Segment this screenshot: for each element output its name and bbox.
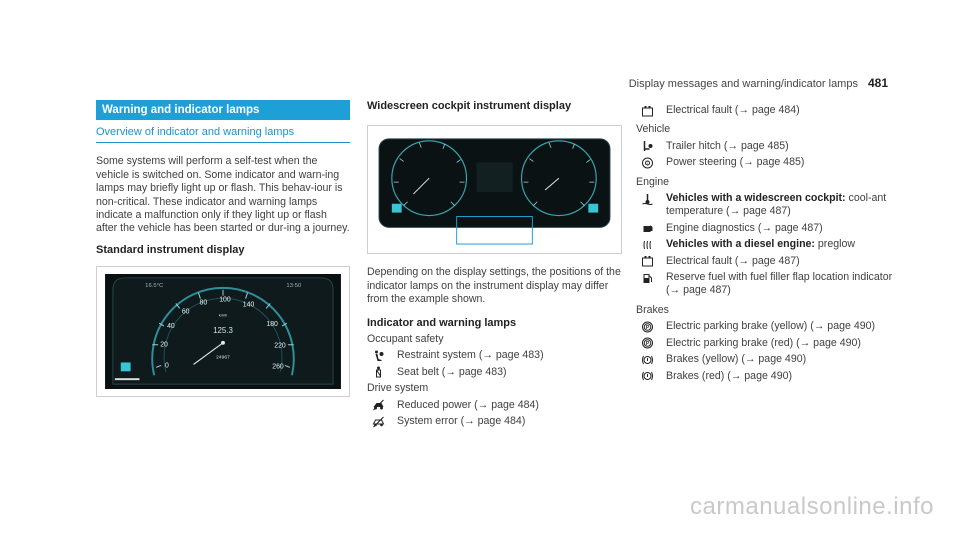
coolant-lamp-icon [588, 204, 598, 213]
engine-diagnostics-icon [640, 222, 654, 235]
list-item-text: Trailer hitch (→ page 485) [666, 139, 789, 152]
list-item-text-rest: preglow [814, 238, 856, 251]
intro-paragraph: Some systems will perform a self-test when the vehicle is switched on. Some indicator and warn-ing lamps may briefly light up or flash. This behav-iour is non-critical. These indicator and warning lamps indicate a malfunction only if they light up or flash after the vehicle has been started or dur-ing a journey. [96, 155, 350, 235]
standard-instrument-illustration [104, 274, 342, 389]
fuel-lamp-icon [392, 204, 402, 213]
section-title: Warning and indicator lamps [96, 100, 350, 120]
column-2 [367, 100, 622, 428]
qualifier-bold: Vehicles with a widescreen cockpit: [666, 192, 846, 205]
occupant-safety-label: Occupant safety [367, 333, 444, 346]
list-item-text [666, 192, 896, 219]
brakes-label: Brakes [636, 303, 669, 316]
outside-temp: 16.5°C [145, 283, 164, 290]
subsection-title: Overview of indicator and warning lamps [96, 126, 350, 143]
brakes-icon [640, 353, 654, 366]
widescreen-heading: Widescreen cockpit instrument display [367, 100, 572, 112]
list-item-text: Electric parking brake (red) (→ page 490) [666, 336, 861, 349]
indicator-lamps-heading: Indicator and warning lamps [367, 316, 517, 329]
list-item [367, 349, 622, 362]
page-number: 481 [867, 76, 888, 90]
engine-label: Engine [636, 175, 669, 188]
electrical-fault-icon [640, 255, 654, 268]
figure-caption: Depending on the display settings, the positions of the indicator lamps on the instrument display may differ from the example shown. [367, 266, 621, 306]
list-item-text-rest: cool-ant temperature (→ page 487) [666, 192, 887, 218]
tick-label: 260 [272, 363, 284, 371]
list-item-text: Restraint system (→ page 483) [397, 349, 544, 362]
tick-label: 220 [274, 342, 286, 350]
electrical-fault-icon [640, 104, 654, 117]
column-1 [96, 100, 350, 397]
running-header-title: Display messages and warning/indicator lamps [628, 78, 858, 90]
fuel-lamp-icon [121, 363, 131, 372]
list-item [636, 337, 896, 350]
tick-label: 180 [266, 321, 278, 329]
standard-display-heading: Standard instrument display [96, 243, 245, 256]
list-item-text: Electrical fault (→ page 484) [666, 104, 800, 116]
list-item [636, 238, 896, 251]
widescreen-instrument-figure [367, 125, 622, 254]
list-item-text: Electrical fault (→ page 487) [666, 254, 800, 267]
list-item [636, 255, 896, 268]
list-item [636, 156, 896, 169]
list-item [636, 104, 896, 117]
watermark: carmanualsonline.info [690, 493, 934, 520]
tick-label: 40 [167, 323, 175, 331]
list-item-text: Power steering (→ page 485) [666, 156, 805, 169]
qualifier-bold: Vehicles with a diesel engine: [666, 238, 815, 251]
svg-text:P: P [645, 341, 649, 348]
running-header [629, 76, 888, 90]
airbag-icon [371, 349, 385, 362]
list-item [636, 320, 896, 333]
tick-label: 60 [181, 308, 190, 316]
coolant-temperature-icon [640, 192, 654, 205]
svg-text:P: P [645, 324, 649, 331]
list-item-text: Electric parking brake (yellow) (→ page 490) [666, 320, 876, 333]
reserve-fuel-icon [640, 271, 654, 284]
list-item [636, 222, 896, 235]
drive-system-label: Drive system [367, 382, 429, 395]
list-item-text: Reduced power (→ page 484) [397, 398, 539, 411]
vehicle-label: Vehicle [636, 123, 671, 136]
tick-label: 20 [160, 341, 168, 349]
list-item-text: Brakes (red) (→ page 490) [666, 369, 793, 382]
speed-unit: km/h [218, 312, 228, 318]
list-item [636, 353, 896, 366]
system-error-icon [371, 415, 385, 428]
list-item [367, 399, 622, 412]
list-item [636, 140, 896, 153]
tick-label: 140 [242, 301, 255, 309]
power-steering-icon [640, 156, 654, 169]
tick-label: 100 [219, 296, 231, 304]
list-item-text: Seat belt (→ page 483) [397, 365, 507, 378]
list-item-text: Reserve fuel with fuel filler flap location indicator (→ page 487) [666, 271, 893, 297]
standard-instrument-figure [96, 266, 350, 397]
list-item [636, 370, 896, 383]
speed-readout: 125.3 [213, 326, 233, 336]
parking-brake-icon [640, 320, 654, 333]
list-item [636, 271, 896, 298]
list-item [636, 192, 896, 219]
preglow-icon [640, 238, 654, 251]
list-item-text: System error (→ page 484) [397, 415, 526, 428]
odometer-readout: 24967 [216, 355, 230, 361]
brakes-icon [640, 370, 654, 383]
clock: 13:50 [286, 283, 302, 290]
list-item [367, 415, 622, 428]
widescreen-instrument-illustration [375, 133, 614, 246]
list-item-text: Brakes (yellow) (→ page 490) [666, 353, 807, 366]
trailer-hitch-icon [640, 140, 654, 153]
tick-label: 80 [199, 299, 208, 307]
list-item-text [666, 238, 896, 251]
svg-text:!: ! [646, 160, 648, 166]
column-3 [636, 104, 896, 383]
tick-label: 0 [165, 362, 169, 370]
list-item-text: Engine diagnostics (→ page 487) [666, 221, 823, 234]
list-item [367, 366, 622, 379]
reduced-power-icon [371, 399, 385, 412]
parking-brake-icon [640, 337, 654, 350]
seat-belt-icon [371, 366, 385, 379]
